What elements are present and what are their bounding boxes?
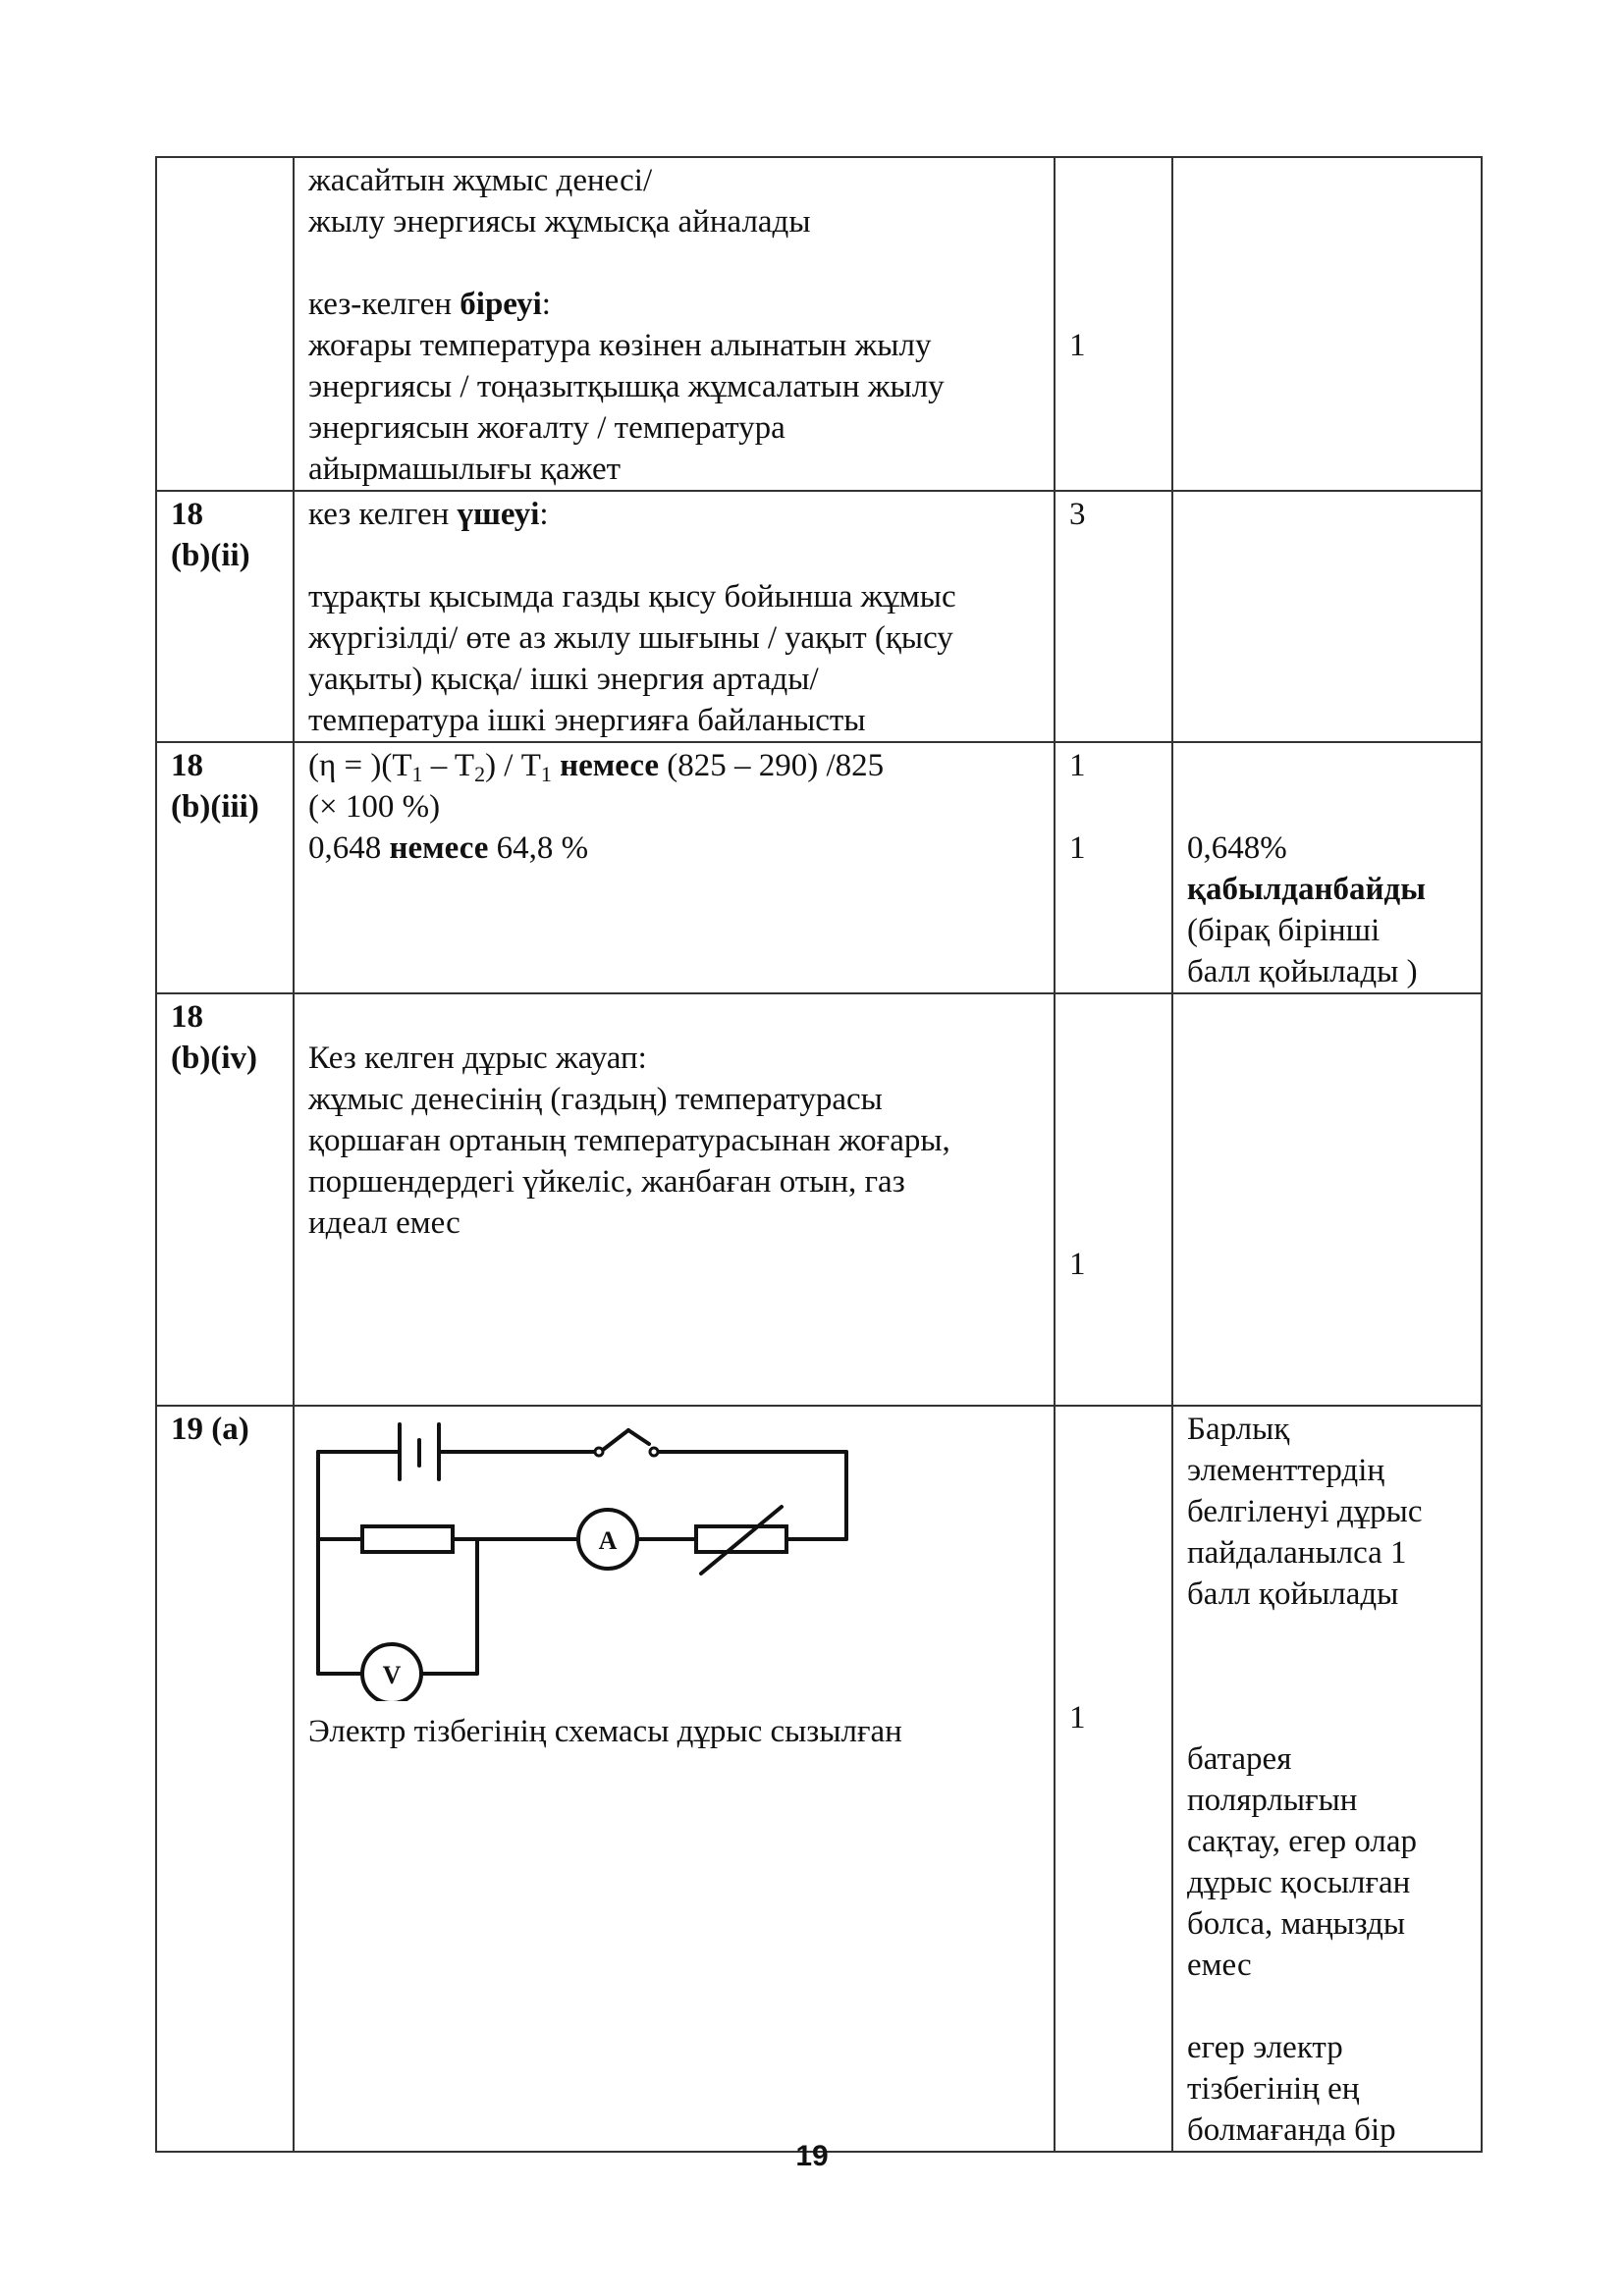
note-line: қабылданбайды xyxy=(1187,872,1426,907)
mark-cell xyxy=(1055,993,1172,1406)
switch-contact-left xyxy=(595,1448,603,1456)
table-row xyxy=(156,993,1482,1406)
answer-line: жасайтын жұмыс денесі/ xyxy=(308,163,653,198)
note-line: балл қойылады xyxy=(1187,1576,1399,1612)
mark-value: 1 xyxy=(1069,1700,1086,1735)
note-line: 0,648% xyxy=(1187,830,1287,866)
switch-contact-right xyxy=(650,1448,658,1456)
marking-scheme-table xyxy=(155,156,1483,2153)
note-line: (бірақ бірінші xyxy=(1187,913,1380,948)
answer-cell xyxy=(294,491,1055,742)
note-cell xyxy=(1172,993,1482,1406)
note-cell xyxy=(1172,1406,1482,2152)
answer-caption: Электр тізбегінің схемасы дұрыс сызылған xyxy=(308,1714,902,1749)
note-line: сақтау, егер олар xyxy=(1187,1824,1418,1859)
table-row xyxy=(156,491,1482,742)
page-number: 19 xyxy=(795,2140,829,2172)
note-cell xyxy=(1172,157,1482,491)
voltmeter-label: V xyxy=(382,1661,402,1689)
answer-cell xyxy=(294,742,1055,993)
note-line: емес xyxy=(1187,1948,1252,1983)
mark-cell xyxy=(1055,1406,1172,2152)
mark-value: 3 xyxy=(1069,497,1086,532)
question-cell xyxy=(156,157,294,491)
table-row xyxy=(156,742,1482,993)
answer-cell xyxy=(294,1406,1055,2152)
table-row xyxy=(156,1406,1482,2152)
mark-value: 1 xyxy=(1069,748,1086,783)
note-line: полярлығын xyxy=(1187,1783,1358,1818)
answer-line: энергиясын жоғалту / температура xyxy=(308,410,785,446)
mark-value: 1 xyxy=(1069,1247,1086,1282)
answer-line: поршендердегі үйкеліс, жанбаған отын, газ xyxy=(308,1164,905,1200)
switch-lever xyxy=(603,1430,628,1450)
table-row xyxy=(156,157,1482,491)
answer-line: жұмыс денесінің (газдың) температурасы xyxy=(308,1082,883,1117)
answer-line: жылу энергиясы жұмысқа айналады xyxy=(308,204,811,240)
mark-value: 1 xyxy=(1069,830,1086,866)
switch-arm xyxy=(628,1430,649,1444)
question-cell xyxy=(156,993,294,1406)
note-line: тізбегінің ең xyxy=(1187,2071,1360,2107)
ammeter-label: A xyxy=(598,1526,618,1555)
resistor xyxy=(362,1526,453,1552)
answer-line: кез келген үшеуі: xyxy=(308,497,549,532)
mark-value: 1 xyxy=(1069,328,1086,363)
mark-cell xyxy=(1055,491,1172,742)
question-part: (b)(iv) xyxy=(171,1041,257,1076)
question-number: 18 xyxy=(171,497,203,532)
question-number: 18 xyxy=(171,999,203,1035)
answer-line: айырмашылығы қажет xyxy=(308,452,622,487)
answer-line: жоғары температура көзінен алынатын жылу xyxy=(308,328,932,363)
question-part: (b)(ii) xyxy=(171,538,250,573)
note-line: болса, маңызды xyxy=(1187,1906,1406,1942)
efficiency-formula: $(\eta = )(T_1 - T_2) / T_1$ немесе (825 – 290) /825 xyxy=(308,748,885,786)
note-line: дұрыс қосылған xyxy=(1187,1865,1411,1900)
percent-factor: (× 100 %) xyxy=(308,789,441,825)
efficiency-result: 0,648 немесе 64,8 % xyxy=(308,830,589,866)
question-cell xyxy=(156,1406,294,2152)
question-number: 18 xyxy=(171,748,203,783)
answer-line: тұрақты қысымда газды қысу бойынша жұмыс xyxy=(308,579,956,614)
circuit-diagram xyxy=(308,1416,858,1701)
variable-resistor-arrow xyxy=(701,1507,782,1574)
note-line: балл қойылады ) xyxy=(1187,954,1418,989)
question-part: (b)(iii) xyxy=(171,789,259,825)
answer-line: қоршаған ортаның температурасынан жоғары, xyxy=(308,1123,950,1158)
note-line: белгіленуі дұрыс xyxy=(1187,1494,1423,1529)
answer-line: температура ішкі энергияға байланысты xyxy=(308,703,866,738)
question-number: 19 (a) xyxy=(171,1412,249,1447)
note-line: Барлық xyxy=(1187,1412,1290,1447)
note-line: элементтердің xyxy=(1187,1453,1385,1488)
note-line: батарея xyxy=(1187,1741,1292,1777)
note-cell xyxy=(1172,491,1482,742)
answer-cell xyxy=(294,993,1055,1406)
note-line: егер электр xyxy=(1187,2030,1343,2065)
answer-line: энергиясы / тоңазытқышқа жұмсалатын жылу xyxy=(308,369,945,404)
answer-line: Кез келген дұрыс жауап: xyxy=(308,1041,647,1076)
note-cell xyxy=(1172,742,1482,993)
answer-line: уақыты) қысқа/ ішкі энергия артады/ xyxy=(308,662,819,697)
note-line: болмағанда бір xyxy=(1187,2112,1396,2148)
note-line: пайдаланылса 1 xyxy=(1187,1535,1407,1571)
question-cell xyxy=(156,491,294,742)
answer-cell xyxy=(294,157,1055,491)
answer-line: идеал емес xyxy=(308,1205,460,1241)
mark-cell xyxy=(1055,157,1172,491)
question-cell xyxy=(156,742,294,993)
answer-line: кез-келген біреуі: xyxy=(308,287,551,322)
answer-line: жүргізілді/ өте аз жылу шығыны / уақыт (қысу xyxy=(308,620,953,656)
mark-cell xyxy=(1055,742,1172,993)
